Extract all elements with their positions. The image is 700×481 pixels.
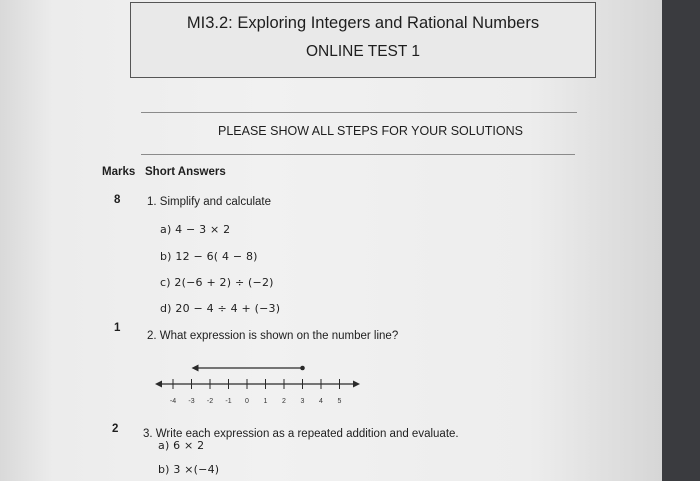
question-3b: b) 3 ×(−4) [158, 463, 220, 476]
tick-label: -3 [188, 398, 195, 405]
tick-label: -4 [169, 398, 177, 405]
page-title: MI3.2: Exploring Integers and Rational Numbers [186, 14, 540, 32]
tick-label: 5 [337, 398, 342, 405]
tick-label: 2 [282, 398, 286, 405]
short-answers-header: Short Answers [145, 166, 226, 178]
tick-label: 4 [319, 398, 323, 405]
question-1-text: 1. Simplify and calculate [147, 196, 272, 208]
question-1b: b) 12 − 6( 4 − 8) [160, 250, 258, 263]
question-3a: a) 6 × 2 [158, 439, 205, 452]
tick-label: 0 [245, 398, 249, 405]
number-line [155, 356, 365, 406]
jump-start-dot [300, 366, 305, 371]
number-line-tick-labels [170, 398, 342, 405]
tick-label: 3 [300, 398, 305, 405]
question-1a: a) 4 − 3 × 2 [160, 223, 231, 236]
divider-bottom [141, 154, 575, 155]
question-3-text: 3. Write each expression as a repeated addition and evaluate. [143, 428, 459, 440]
number-line-right-arrowhead [353, 381, 360, 388]
question-2-text: 2. What expression is shown on the number line? [147, 330, 399, 342]
question-3-marks: 2 [112, 423, 119, 435]
instruction-text: PLEASE SHOW ALL STEPS FOR YOUR SOLUTIONS [218, 124, 523, 138]
page-subtitle: ONLINE TEST 1 [306, 43, 420, 60]
question-1d: d) 20 − 4 ÷ 4 + (−3) [160, 302, 281, 315]
tick-label: -2 [206, 398, 214, 405]
question-1c: c) 2(−6 + 2) ÷ (−2) [160, 276, 274, 289]
divider-top [141, 112, 577, 113]
title-box [130, 2, 596, 78]
question-1-marks: 8 [114, 194, 121, 206]
jump-arrowhead [192, 365, 199, 372]
number-line-left-arrowhead [155, 381, 162, 388]
tick-label: 1 [263, 398, 268, 405]
question-2-marks: 1 [114, 322, 121, 334]
marks-header: Marks [102, 166, 136, 178]
tick-label: -1 [225, 398, 232, 405]
